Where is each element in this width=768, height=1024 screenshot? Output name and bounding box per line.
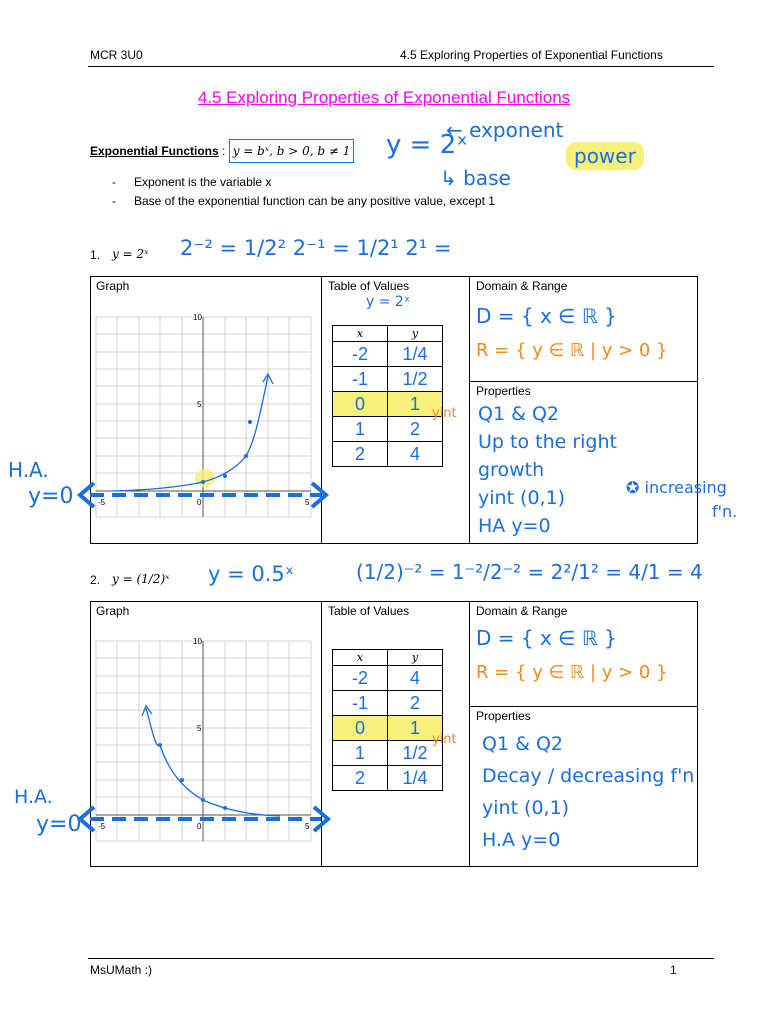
q2-domain: D = { x ∈ ℝ } (476, 626, 617, 650)
axis-label: 10 (193, 313, 202, 322)
footer-rule (88, 958, 714, 959)
q1-graph-title: Graph (96, 279, 130, 293)
table-row (333, 417, 443, 442)
q1-domain-title: Domain & Range (476, 279, 568, 293)
cell: -1 (333, 367, 388, 392)
cell: 1 (333, 417, 388, 442)
q1-ha-label: H.A. (8, 458, 49, 482)
q1-domain: D = { x ∈ ℝ } (476, 304, 617, 328)
q1-number: 1. (90, 248, 101, 262)
table-row (333, 666, 443, 691)
q1-work: 2⁻² = 1/2² 2⁻¹ = 1/2¹ 2¹ = (180, 236, 452, 260)
axis-label: -5 (98, 498, 106, 507)
axis-label: 0 (197, 498, 202, 507)
note-power: power (566, 142, 644, 170)
q2-domain-title: Domain & Range (476, 604, 568, 618)
q1-side-note: ✪ increasing (626, 478, 727, 497)
q2-divider (469, 706, 698, 707)
q1-table-note: y = 2ˣ (366, 294, 411, 310)
cell: 1 (388, 716, 443, 741)
q2-work: (1/2)⁻² = 1⁻²/2⁻² = 2²/1² = 4/1 = 4 (356, 560, 703, 584)
cell: 4 (388, 442, 443, 467)
q2-divider (469, 601, 470, 867)
cell: 2 (333, 442, 388, 467)
axis-label: 5 (305, 822, 310, 831)
cell: 1/2 (388, 741, 443, 766)
property-item: Up to the right (478, 431, 617, 453)
axis-label: 0 (197, 822, 202, 831)
bullet-item: - Exponent is the variable x (112, 175, 495, 189)
cell: 2 (333, 766, 388, 791)
footer-author: MsUMath :) (90, 963, 153, 977)
q2-number: 2. (90, 573, 101, 587)
definition-line (90, 144, 354, 158)
header-rule (88, 66, 714, 67)
note-exponent: ← exponent (446, 118, 564, 142)
cell: 1 (333, 741, 388, 766)
axis-label: -5 (98, 822, 106, 831)
cell: 1/4 (388, 766, 443, 791)
table-row (333, 716, 443, 741)
cell: -1 (333, 691, 388, 716)
q2-properties-title: Properties (476, 709, 531, 723)
property-item: Decay / decreasing f'n (482, 765, 695, 787)
property-item: yint (0,1) (478, 487, 566, 509)
table-row (333, 766, 443, 791)
property-item: yint (0,1) (482, 797, 570, 819)
q1-side-note2: f'n. (712, 502, 738, 521)
cell: 2 (388, 417, 443, 442)
q1-ha-arrows (76, 478, 336, 512)
cell: 1/2 (388, 367, 443, 392)
cell: 1 (388, 392, 443, 417)
q2-note-equation: y = 0.5ˣ (208, 562, 295, 586)
cell: 1/4 (388, 342, 443, 367)
q2-ha-label: H.A. (14, 786, 53, 808)
course-code: MCR 3U0 (90, 48, 143, 62)
q1-divider (469, 276, 470, 544)
note-equation: y = 2ˣ (386, 130, 468, 160)
q2-values-table (332, 649, 443, 791)
q1-equation: y = 2ˣ (112, 247, 149, 261)
cell: 0 (333, 716, 388, 741)
axis-label: 5 (197, 724, 202, 733)
col-y: y (388, 650, 443, 666)
q1-table-title: Table of Values (328, 279, 410, 293)
cell: 4 (388, 666, 443, 691)
q1-values-table (332, 325, 443, 467)
table-row (333, 367, 443, 392)
definition-colon: : (222, 144, 226, 158)
table-row (333, 442, 443, 467)
table-row (333, 392, 443, 417)
page-title: 4.5 Exploring Properties of Exponential Functions (197, 88, 571, 107)
header-section-title: 4.5 Exploring Properties of Exponential Functions (400, 48, 663, 62)
cell: 0 (333, 392, 388, 417)
table-row (333, 691, 443, 716)
q2-ha-arrows (76, 802, 338, 836)
cell: -2 (333, 342, 388, 367)
axis-label: 5 (305, 498, 310, 507)
page-number: 1 (670, 963, 677, 977)
bullet-item: - Base of the exponential function can be any positive value, except 1 (112, 194, 495, 208)
definition-bullets (112, 175, 495, 213)
q1-divider (469, 381, 698, 382)
q2-ha-eq: y=0 (36, 812, 82, 837)
q1-properties (478, 400, 617, 540)
col-y: y (388, 326, 443, 342)
q1-ha-eq: y=0 (28, 484, 74, 509)
col-x: x (333, 326, 388, 342)
cell: 2 (388, 691, 443, 716)
table-row (333, 342, 443, 367)
q2-range: R = { y ∈ ℝ | y > 0 } (476, 662, 668, 683)
axis-label: 10 (193, 637, 202, 646)
table-row (333, 326, 443, 342)
q2-table-title: Table of Values (328, 604, 410, 618)
definition-label: Exponential Functions (90, 144, 219, 158)
table-row (333, 650, 443, 666)
definition-formula: y = bˣ, b > 0, b ≠ 1 (229, 139, 355, 163)
cell: -2 (333, 666, 388, 691)
q1-yint-tag: yint (432, 406, 457, 421)
q2-yint-tag: yint (432, 732, 457, 747)
property-item: growth (478, 459, 545, 481)
q1-properties-title: Properties (476, 384, 531, 398)
table-row (333, 741, 443, 766)
note-base: ↳ base (440, 166, 511, 190)
property-item: Q1 & Q2 (482, 733, 563, 755)
axis-label: 5 (197, 400, 202, 409)
q2-equation: y = (1/2)ˣ (112, 572, 170, 586)
q2-properties (482, 728, 694, 856)
property-item: Q1 & Q2 (478, 403, 559, 425)
q2-graph-title: Graph (96, 604, 130, 618)
property-item: HA y=0 (478, 515, 551, 537)
col-x: x (333, 650, 388, 666)
q1-range: R = { y ∈ ℝ | y > 0 } (476, 340, 668, 361)
property-item: H.A y=0 (482, 829, 561, 851)
